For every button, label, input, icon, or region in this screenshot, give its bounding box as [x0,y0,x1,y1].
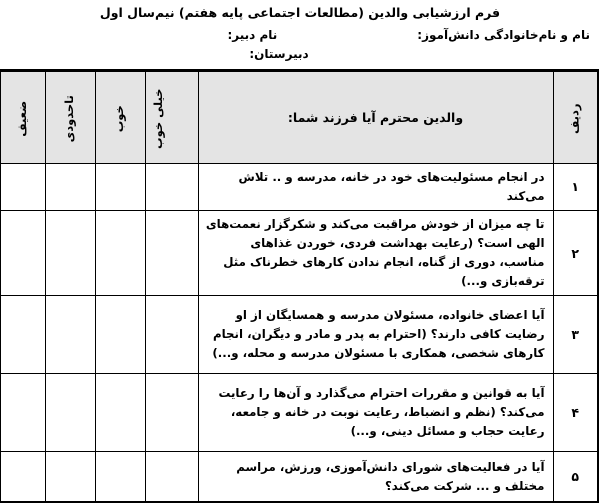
rating-cell-weak[interactable] [0,210,45,295]
rating-cell-partly[interactable] [45,452,95,502]
rating-cell-partly[interactable] [45,163,95,210]
table-row [0,374,598,452]
rating-cell-good[interactable] [95,210,145,295]
column-header-very-good [145,70,198,163]
rating-cell-very-good[interactable] [145,296,198,374]
evaluation-table [0,69,599,503]
row-question-text: آیا اعضای خانواده، مسئولان مدرسه و همسایگان از او رضایت کافی دارند؟ (احترام به پدر و مادر و دیگران، انجام کارهای شخصی، همکاری با مسئولان مدرسه و محله، و...) [198,296,553,374]
row-number: ۲ [553,210,598,295]
evaluation-table-wrapper [0,69,600,503]
column-header-question: والدین محترم آیا فرزند شما: [198,70,553,163]
student-name-label: نام و نام‌خانوادگی دانش‌آموز: [417,27,590,42]
row-question-text: تا چه میزان از خودش مراقبت می‌کند و شکرگزار نعمت‌های الهی است؟ (رعایت بهداشت فردی، خوردن غذاهای مناسب، دوری از گناه، انجام ندادن کارهای خطرناک مثل ترقه‌بازی و...) [198,210,553,295]
table-row [0,452,598,502]
row-question-text: آیا در فعالیت‌های شورای دانش‌آموزی، ورزش، مراسم مختلف و ... شرکت می‌کند؟ [198,452,553,502]
rating-cell-weak[interactable] [0,374,45,452]
table-row [0,296,598,374]
rating-cell-weak[interactable] [0,296,45,374]
column-header-radif-label: ردیف [567,103,582,135]
school-name-label: دبیرستان: [249,46,309,61]
table-row [0,210,598,295]
rating-cell-partly[interactable] [45,374,95,452]
form-header [0,0,600,61]
column-header-good-label: خوب [112,105,127,133]
rating-cell-very-good[interactable] [145,210,198,295]
table-header [0,70,598,163]
column-header-partly-label: تاحدودی [62,95,77,143]
rating-cell-partly[interactable] [45,210,95,295]
table-header-row [0,70,598,163]
rating-cell-weak[interactable] [0,452,45,502]
rating-cell-good[interactable] [95,374,145,452]
rating-cell-partly[interactable] [45,296,95,374]
teacher-name-label: نام دبیر: [227,27,278,42]
row-number: ۱ [553,163,598,210]
row-number: ۵ [553,452,598,502]
page-title: فرم ارزشیابی والدین (مطالعات اجتماعی پایه هفتم) نیم‌سال اول [99,5,501,20]
column-header-very-good-label: خیلی خوب [150,89,165,150]
row-question-text: آیا به قوانین و مقررات احترام می‌گذارد و آن‌ها را رعایت می‌کند؟ (نظم و انضباط، رعایت نوبت در خانه و جامعه، رعایت حجاب و مسائل دینی، و...) [198,374,553,452]
rating-cell-very-good[interactable] [145,452,198,502]
rating-cell-good[interactable] [95,296,145,374]
table-body [0,163,598,502]
column-header-partly [45,70,95,163]
rating-cell-good[interactable] [95,163,145,210]
rating-cell-very-good[interactable] [145,163,198,210]
column-header-weak [0,70,45,163]
rating-cell-weak[interactable] [0,163,45,210]
rating-cell-very-good[interactable] [145,374,198,452]
table-row [0,163,598,210]
rating-cell-good[interactable] [95,452,145,502]
row-number: ۳ [553,296,598,374]
column-header-radif [553,70,598,163]
row-number: ۴ [553,374,598,452]
column-header-weak-label: ضعیف [14,101,29,138]
identity-line [8,28,592,42]
row-question-text: در انجام مسئولیت‌های خود در خانه، مدرسه و .. تلاش می‌کند [198,163,553,210]
